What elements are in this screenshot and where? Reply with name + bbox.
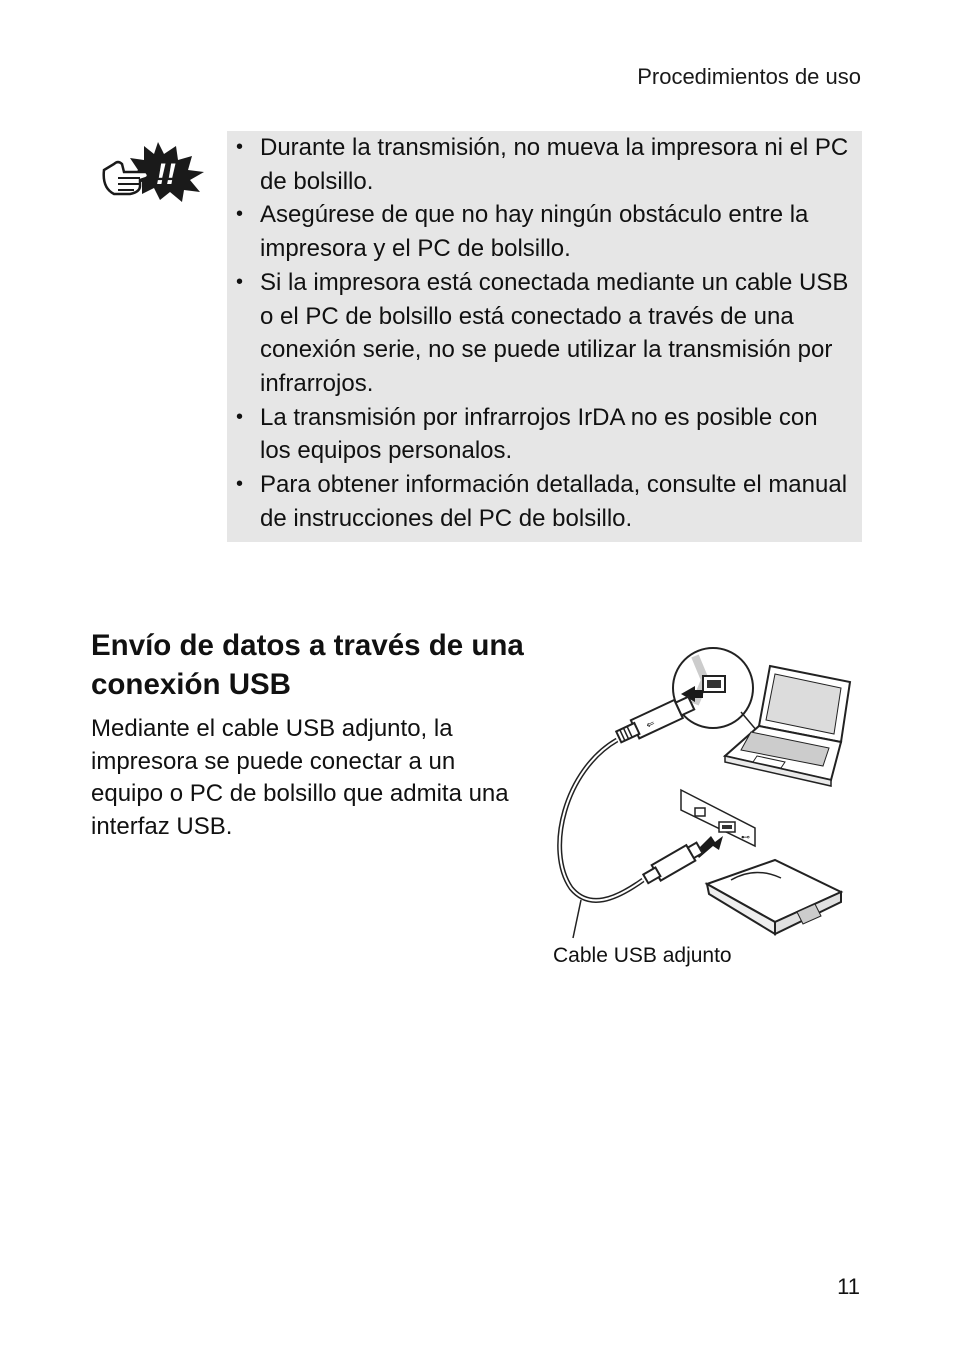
usb-plug-b-icon <box>641 840 704 887</box>
svg-text:⇐: ⇐ <box>644 717 657 732</box>
usb-cable-line <box>560 740 643 900</box>
section-paragraph: Mediante el cable USB adjunto, la impresora se puede conectar a un equipo o PC de bolsillo que admita una interfaz USB. <box>91 715 509 840</box>
caution-item: • La transmisión por infrarrojos IrDA no es posible con los equipos personalos. <box>234 401 854 468</box>
usb-plug-a-icon <box>615 694 696 746</box>
bullet-icon: • <box>236 473 244 496</box>
bullet-icon: • <box>236 136 244 158</box>
bullet-icon: • <box>236 405 244 428</box>
printer-device-icon <box>707 860 841 934</box>
section-heading: Envío de datos a través de una conexión USB <box>91 629 524 701</box>
bullet-icon: • <box>236 270 244 293</box>
caution-item: • Durante la transmisión, no mueva la impresora ni el PC de bolsillo. <box>234 131 854 198</box>
page-number: 11 <box>837 1274 860 1299</box>
warning-hand-icon <box>100 140 210 202</box>
svg-text:⊷: ⊷ <box>741 832 750 842</box>
printer-port-panel-icon <box>681 790 755 846</box>
page-header-title: Procedimientos de uso <box>637 64 861 89</box>
caution-list <box>234 131 854 535</box>
caution-item: • Para obtener información detallada, consulte el manual de instrucciones del PC de bolsillo. <box>234 468 854 535</box>
figure-caption: Cable USB adjunto <box>553 944 732 967</box>
usb-connection-illustration <box>545 630 860 950</box>
caution-item: • Si la impresora está conectada mediante un cable USB o el PC de bolsillo está conectado a través de una conexión serie, no se puede utilizar la transmisión por infrarrojos. <box>234 266 854 401</box>
bullet-icon: • <box>236 203 244 226</box>
svg-text:!!: !! <box>156 158 176 191</box>
caution-note-box <box>227 131 862 542</box>
caution-item: • Asegúrese de que no hay ningún obstáculo entre la impresora y el PC de bolsillo. <box>234 198 854 265</box>
